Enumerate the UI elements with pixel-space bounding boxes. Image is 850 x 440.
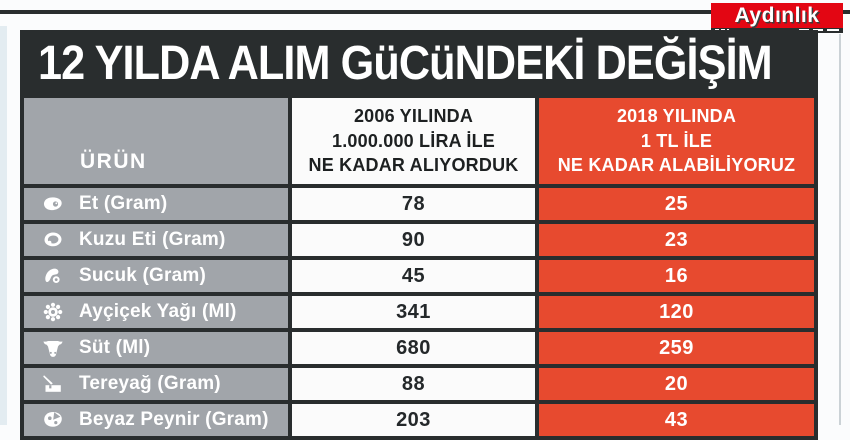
table-row-product-sut [24,332,288,364]
table-row-product-beyaz-peynir [24,404,288,436]
sausage-icon [35,264,71,288]
column-header-urun [24,98,288,184]
steak-icon [35,192,71,216]
value-2006: 78 [292,188,535,220]
product-label: Et (Gram) [79,193,168,214]
header-2006-line1: 2006 YILINDA [353,105,474,126]
table-row-product-et [24,188,288,220]
cheese-icon [35,408,71,432]
table-title: 12 YILDA ALIM GüCüNDEKİ DEĞİŞİM [38,36,772,90]
value-2006: 90 [292,224,535,256]
column-header-2018 [539,98,814,184]
value-2006: 680 [292,332,535,364]
butter-icon [35,372,71,396]
value-2018: 16 [539,260,814,292]
value-2018: 43 [539,404,814,436]
cow-icon [35,336,71,360]
value-2006: 341 [292,296,535,328]
value-2018: 120 [539,296,814,328]
aydinlik-logo [711,3,843,28]
header-2018-line2: 1 TL İLE [640,130,713,151]
table-row-product-aycicek-yagi [24,296,288,328]
product-label: Kuzu Eti (Gram) [79,229,226,250]
table-row-product-sucuk [24,260,288,292]
header-2018-line1: 2018 YILINDA [616,105,737,126]
lamb-meat-icon [35,228,71,252]
value-2018: 23 [539,224,814,256]
sunflower-icon [35,300,71,324]
urun-header-label: ÜRÜN [80,150,147,173]
value-2018: 25 [539,188,814,220]
product-label: Tereyağ (Gram) [79,373,221,394]
column-header-2006 [292,98,535,184]
value-2006: 88 [292,368,535,400]
value-2006: 45 [292,260,535,292]
header-2006-line2: 1.000.000 LİRA İLE [331,130,495,151]
header-2006-line3: NE KADAR ALIYORDUK [308,155,519,176]
table-row-product-tereyag [24,368,288,400]
header-2018-line3: NE KADAR ALABİLİYORUZ [557,155,796,176]
purchasing-power-table [20,30,818,440]
value-2018: 259 [539,332,814,364]
value-2006: 203 [292,404,535,436]
table-grid [20,96,818,440]
page-right-rule [839,34,841,425]
table-title-band [20,30,818,96]
product-label: Süt (Ml) [79,337,151,358]
product-label: Ayçiçek Yağı (Ml) [79,301,237,322]
product-label: Sucuk (Gram) [79,265,206,286]
aydinlik-logo-text: Aydınlık [734,4,820,27]
page-left-edge [0,26,7,425]
table-row-product-kuzu-eti [24,224,288,256]
value-2018: 20 [539,368,814,400]
product-label: Beyaz Peynir (Gram) [79,409,269,430]
